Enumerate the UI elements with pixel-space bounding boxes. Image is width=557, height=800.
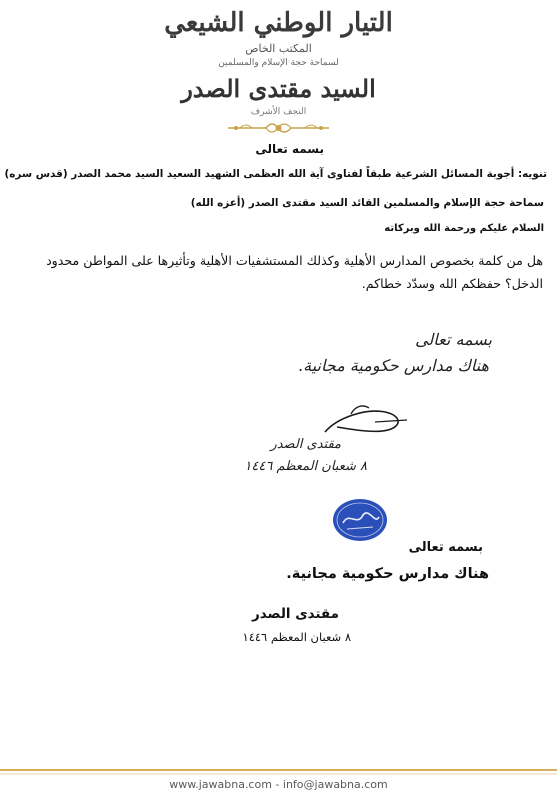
handwritten-answer: هناك مدارس حكومية مجانية.: [298, 356, 489, 375]
letterhead-office: المكتب الخاص: [245, 42, 312, 55]
letterhead-city: النجف الأشرف: [250, 107, 307, 117]
letterhead: [0, 0, 557, 140]
answer-basmala: بسمه تعالى: [408, 540, 483, 555]
letter-basmala: بسمه تعالى: [255, 142, 324, 156]
answer-date: ٨ شعبان المعظم ١٤٤٦: [242, 630, 351, 644]
letter-question-line1: هل من كلمة بخصوص المدارس الأهلية وكذلك المستشفيات الأهلية وتأثيرها على المواطن محدود: [46, 253, 543, 268]
answer-signer: مقتدى الصدر: [251, 606, 339, 622]
handwritten-basmala: بسمه تعالى: [415, 330, 492, 349]
signature-mark: [315, 398, 415, 442]
letterhead-name: السيد مقتدى الصدر: [181, 74, 376, 103]
answer-text: هناك مدارس حكومية مجانية.: [286, 566, 489, 582]
letter-greeting: السلام عليكم ورحمة الله وبركاته: [384, 223, 544, 234]
letter-addressee: سماحة حجة الإسلام والمسلمين القائد السيد مقتدى الصدر (أعزه الله): [190, 197, 544, 209]
footer-contact: www.jawabna.com - info@jawabna.com: [169, 778, 388, 791]
letter-question-line2: الدخل؟ حفظكم الله وسدّد خطاكم.: [361, 276, 543, 291]
ornament-divider-icon: [0, 116, 557, 140]
handwritten-signer: مقتدى الصدر: [270, 437, 341, 452]
handwritten-date: ٨ شعبان المعظم ١٤٤٦: [244, 459, 367, 474]
stamp-seal-icon: [331, 497, 389, 543]
letterhead-title: التيار الوطني الشيعي: [164, 8, 393, 38]
letterhead-subtitle: لسماحة حجة الإسلام والمسلمين: [218, 58, 339, 68]
letter-note: تنويه: أجوبة المسائل الشرعية طبقاً لفتاوى آية الله العظمى الشهيد السعيد السيد محمد الصدر (قدس سره): [4, 168, 547, 180]
footer-rule: [0, 764, 557, 776]
